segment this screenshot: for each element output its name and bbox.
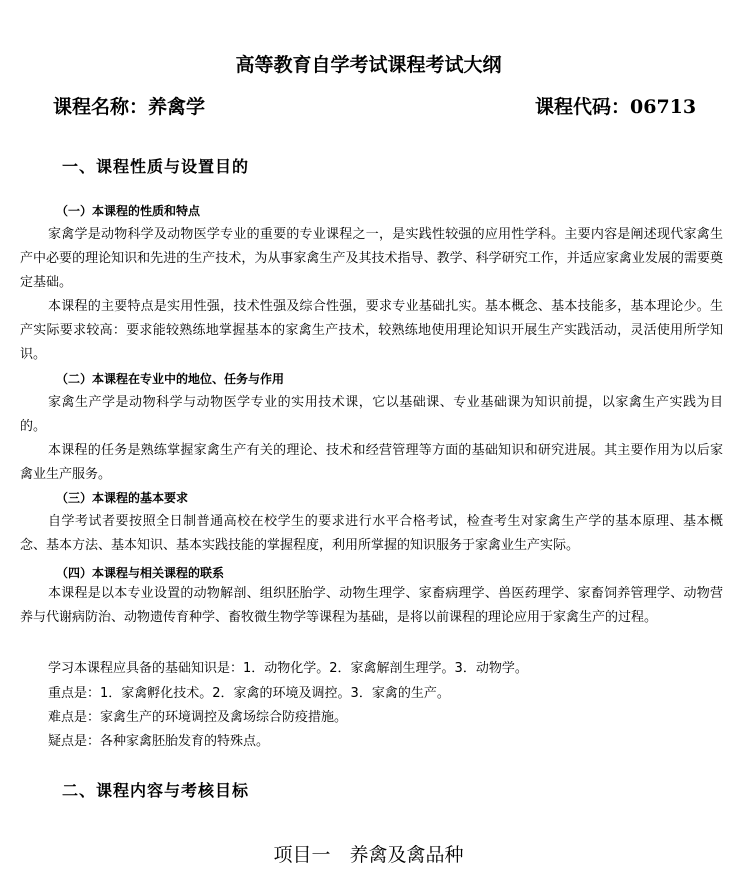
- basic-knowledge-line: 学习本课程应具备的基础知识是：1．动物化学。2．家禽解剖生理学。3．动物学。: [48, 661, 528, 676]
- doubtful-points-line: 疑点是：各种家禽胚胎发育的特殊点。: [48, 734, 270, 749]
- project-1-heading: 项目一 养禽及禽品种: [273, 844, 464, 866]
- subsection-2-paragraph-2: 本课程的任务是熟练掌握家禽生产有关的理论、技术和经营管理等方面的基础知识和研究进展。其主要作用为以后家禽业生产服务。: [20, 443, 723, 482]
- subsection-3-heading: （三）本课程的基本要求: [56, 491, 189, 505]
- subsection-1-paragraph-1: 家禽学是动物科学及动物医学专业的重要的专业课程之一，是实践性较强的应用性学科。主要内容是阐述现代家禽生产中必要的理论知识和先进的生产技术，为从事家禽生产及其技术指导、教学、科学研究工作，并适应家禽业发展的需要奠定基础。: [20, 227, 723, 290]
- document-title: 高等教育自学考试课程考试大纲: [235, 54, 502, 76]
- key-points-line: 重点是：1．家禽孵化技术。2．家禽的环境及调控。3．家禽的生产。: [48, 686, 450, 701]
- section-2-heading: 二、课程内容与考核目标: [62, 781, 250, 800]
- subsection-4-paragraph-1: 本课程是以本专业设置的动物解剖、组织胚胎学、动物生理学、家畜病理学、兽医药理学、家畜饲养管理学、动物营养与代谢病防治、动物遗传育种学、畜牧微生物学等课程为基础，是将以前课程的理论应用于家禽生产的过程。: [20, 586, 723, 625]
- course-name: 课程名称：养禽学: [53, 96, 206, 118]
- subsection-1-heading: （一）本课程的性质和特点: [56, 204, 201, 218]
- subsection-1-paragraph-2: 本课程的主要特点是实用性强，技术性强及综合性强，要求专业基础扎实。基本概念、基本技能多，基本理论少。生产实际要求较高：要求能较熟练地掌握基本的家禽生产技术，较熟练地使用理论知识开展生产实践活动，灵活使用所学知识。: [20, 299, 723, 362]
- subsection-4-heading: （四）本课程与相关课程的联系: [56, 566, 225, 580]
- difficult-points-line: 难点是：家禽生产的环境调控及禽场综合防疫措施。: [48, 710, 348, 725]
- subsection-3-paragraph-1: 自学考试者要按照全日制普通高校在校学生的要求进行水平合格考试，检查考生对家禽生产学的基本原理、基本概念、基本方法、基本知识、基本实践技能的掌握程度，利用所掌握的知识服务于家禽业生产实际。: [20, 514, 723, 553]
- subsection-2-heading: （二）本课程在专业中的地位、任务与作用: [56, 372, 285, 386]
- section-1-heading: 一、课程性质与设置目的: [62, 157, 250, 176]
- course-code: 课程代码：06713: [535, 96, 697, 118]
- subsection-2-paragraph-1: 家禽生产学是动物科学与动物医学专业的实用技术课，它以基础课、专业基础课为知识前提，以家禽生产实践为目的。: [20, 395, 723, 434]
